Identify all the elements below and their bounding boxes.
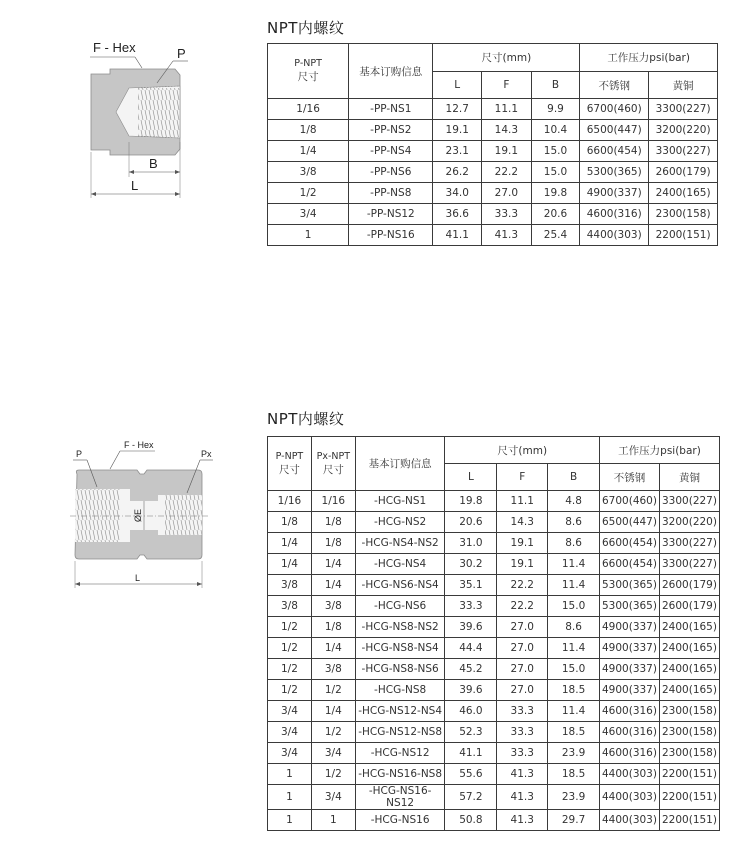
header-p-npt: P-NPT 尺寸 bbox=[268, 44, 349, 99]
header-px-npt: Px-NPT 尺寸 bbox=[311, 437, 355, 491]
cell-brass: 3300(227) bbox=[659, 554, 719, 575]
cell-brass: 2600(179) bbox=[649, 162, 718, 183]
cell-F: 27.0 bbox=[482, 183, 532, 204]
cell-F: 14.3 bbox=[482, 120, 532, 141]
cell-brass: 2200(151) bbox=[659, 810, 719, 831]
cell-L: 46.0 bbox=[445, 701, 497, 722]
table-row bbox=[268, 120, 718, 141]
cell-order: -HCG-NS8-NS6 bbox=[355, 659, 445, 680]
cell-order: -HCG-NS8-NS4 bbox=[355, 638, 445, 659]
cell-p: 3/4 bbox=[268, 204, 349, 225]
cell-F: 33.3 bbox=[497, 701, 548, 722]
cell-B: 11.4 bbox=[548, 554, 600, 575]
cell-brass: 2300(158) bbox=[659, 722, 719, 743]
cell-B: 8.6 bbox=[548, 512, 600, 533]
section-title-reducing-coupling: NPT内螺纹 bbox=[267, 410, 345, 428]
cell-order: -HCG-NS12 bbox=[355, 743, 445, 764]
table-row bbox=[268, 491, 720, 512]
cell-L: 30.2 bbox=[445, 554, 497, 575]
cell-order: -HCG-NS16 bbox=[355, 810, 445, 831]
cell-F: 33.3 bbox=[497, 722, 548, 743]
cell-B: 18.5 bbox=[548, 764, 600, 785]
cell-F: 41.3 bbox=[482, 225, 532, 246]
cell-order: -HCG-NS16-NS8 bbox=[355, 764, 445, 785]
cell-order: -PP-NS1 bbox=[349, 99, 433, 120]
cell-order: -PP-NS6 bbox=[349, 162, 433, 183]
table-row bbox=[268, 225, 718, 246]
header-f: F bbox=[482, 72, 532, 99]
table-row bbox=[268, 810, 720, 831]
cell-L: 50.8 bbox=[445, 810, 497, 831]
cell-order: -PP-NS12 bbox=[349, 204, 433, 225]
cell-B: 15.0 bbox=[531, 162, 580, 183]
label-l: L bbox=[131, 178, 139, 193]
cell-F: 27.0 bbox=[497, 617, 548, 638]
cell-B: 10.4 bbox=[531, 120, 580, 141]
cell-F: 14.3 bbox=[497, 512, 548, 533]
cell-order: -HCG-NS12-NS8 bbox=[355, 722, 445, 743]
cell-p: 1/4 bbox=[268, 141, 349, 162]
label-f-hex: F - Hex bbox=[124, 440, 154, 450]
cell-order: -HCG-NS16-NS12 bbox=[355, 785, 445, 810]
cell-ss: 5300(365) bbox=[580, 162, 649, 183]
cell-F: 41.3 bbox=[497, 810, 548, 831]
label-px: Px bbox=[201, 449, 212, 459]
cell-brass: 2300(158) bbox=[659, 743, 719, 764]
cell-ss: 6600(454) bbox=[600, 554, 660, 575]
cell-ss: 4600(316) bbox=[580, 204, 649, 225]
cell-px: 3/8 bbox=[311, 659, 355, 680]
cell-p: 1/2 bbox=[268, 183, 349, 204]
cell-brass: 3300(227) bbox=[649, 141, 718, 162]
cell-F: 11.1 bbox=[497, 491, 548, 512]
cell-brass: 2400(165) bbox=[659, 638, 719, 659]
cell-px: 1/4 bbox=[311, 638, 355, 659]
cell-F: 22.2 bbox=[497, 575, 548, 596]
cell-F: 11.1 bbox=[482, 99, 532, 120]
cell-B: 18.5 bbox=[548, 722, 600, 743]
cell-L: 39.6 bbox=[445, 680, 497, 701]
cell-order: -HCG-NS4-NS2 bbox=[355, 533, 445, 554]
cell-L: 19.8 bbox=[445, 491, 497, 512]
cell-p: 1 bbox=[268, 225, 349, 246]
cell-L: 33.3 bbox=[445, 596, 497, 617]
cell-px: 1/8 bbox=[311, 512, 355, 533]
cell-p: 1 bbox=[268, 785, 312, 810]
reducing-coupling-spec-table bbox=[267, 436, 720, 831]
cell-B: 18.5 bbox=[548, 680, 600, 701]
cell-F: 27.0 bbox=[497, 680, 548, 701]
cell-brass: 2200(151) bbox=[649, 225, 718, 246]
header-l: L bbox=[433, 72, 482, 99]
table-row bbox=[268, 617, 720, 638]
cell-B: 11.4 bbox=[548, 575, 600, 596]
cell-L: 55.6 bbox=[445, 764, 497, 785]
cell-L: 41.1 bbox=[433, 225, 482, 246]
label-b: B bbox=[149, 156, 158, 171]
label-l: L bbox=[135, 573, 141, 583]
cell-brass: 3300(227) bbox=[659, 491, 719, 512]
cell-brass: 2400(165) bbox=[649, 183, 718, 204]
cell-px: 1 bbox=[311, 810, 355, 831]
cell-B: 19.8 bbox=[531, 183, 580, 204]
cell-order: -HCG-NS8-NS2 bbox=[355, 617, 445, 638]
cell-B: 8.6 bbox=[548, 533, 600, 554]
section-title-pipe-plug: NPT内螺纹 bbox=[267, 19, 345, 37]
cell-px: 3/4 bbox=[311, 743, 355, 764]
cell-p: 1 bbox=[268, 764, 312, 785]
cell-ss: 6500(447) bbox=[580, 120, 649, 141]
cell-brass: 2600(179) bbox=[659, 596, 719, 617]
cell-L: 36.6 bbox=[433, 204, 482, 225]
cell-F: 22.2 bbox=[482, 162, 532, 183]
header-order-info: 基本订购信息 bbox=[349, 44, 433, 99]
cell-px: 1/4 bbox=[311, 701, 355, 722]
cell-F: 19.1 bbox=[497, 554, 548, 575]
table-row bbox=[268, 659, 720, 680]
cell-B: 11.4 bbox=[548, 638, 600, 659]
header-stainless: 不锈钢 bbox=[600, 464, 660, 491]
cell-brass: 2400(165) bbox=[659, 617, 719, 638]
cell-ss: 4900(337) bbox=[600, 638, 660, 659]
cell-p: 3/4 bbox=[268, 722, 312, 743]
cell-px: 1/8 bbox=[311, 533, 355, 554]
coupling-diagram bbox=[60, 430, 230, 600]
table-row bbox=[268, 204, 718, 225]
header-b: B bbox=[531, 72, 580, 99]
cell-p: 1/16 bbox=[268, 491, 312, 512]
cell-L: 34.0 bbox=[433, 183, 482, 204]
cell-p: 1 bbox=[268, 810, 312, 831]
cell-p: 3/4 bbox=[268, 743, 312, 764]
cell-L: 23.1 bbox=[433, 141, 482, 162]
cell-ss: 4900(337) bbox=[580, 183, 649, 204]
cell-F: 19.1 bbox=[482, 141, 532, 162]
cell-ss: 4600(316) bbox=[600, 743, 660, 764]
cell-px: 1/16 bbox=[311, 491, 355, 512]
cell-B: 23.9 bbox=[548, 785, 600, 810]
cell-brass: 2400(165) bbox=[659, 680, 719, 701]
cell-order: -HCG-NS1 bbox=[355, 491, 445, 512]
cell-order: -HCG-NS8 bbox=[355, 680, 445, 701]
header-b: B bbox=[548, 464, 600, 491]
cell-B: 29.7 bbox=[548, 810, 600, 831]
cell-L: 44.4 bbox=[445, 638, 497, 659]
cell-order: -PP-NS2 bbox=[349, 120, 433, 141]
cell-ss: 5300(365) bbox=[600, 575, 660, 596]
header-brass: 黄铜 bbox=[649, 72, 718, 99]
cell-ss: 4400(303) bbox=[600, 810, 660, 831]
cell-brass: 2600(179) bbox=[659, 575, 719, 596]
cell-brass: 3300(227) bbox=[649, 99, 718, 120]
cell-L: 57.2 bbox=[445, 785, 497, 810]
table-row bbox=[268, 764, 720, 785]
header-l: L bbox=[445, 464, 497, 491]
cell-ss: 4400(303) bbox=[600, 785, 660, 810]
cell-px: 3/8 bbox=[311, 596, 355, 617]
cell-px: 1/8 bbox=[311, 617, 355, 638]
cell-F: 41.3 bbox=[497, 785, 548, 810]
table-row bbox=[268, 162, 718, 183]
cell-F: 33.3 bbox=[497, 743, 548, 764]
cell-px: 1/2 bbox=[311, 680, 355, 701]
cell-brass: 2300(158) bbox=[659, 701, 719, 722]
cell-px: 1/2 bbox=[311, 764, 355, 785]
cell-L: 52.3 bbox=[445, 722, 497, 743]
header-p-npt: P-NPT 尺寸 bbox=[268, 437, 312, 491]
table-row bbox=[268, 141, 718, 162]
cell-L: 20.6 bbox=[445, 512, 497, 533]
table-row bbox=[268, 743, 720, 764]
cell-px: 1/2 bbox=[311, 722, 355, 743]
cell-ss: 6500(447) bbox=[600, 512, 660, 533]
cell-ss: 6700(460) bbox=[580, 99, 649, 120]
header-f: F bbox=[497, 464, 548, 491]
table-row bbox=[268, 533, 720, 554]
cell-ss: 6600(454) bbox=[600, 533, 660, 554]
cell-ss: 5300(365) bbox=[600, 596, 660, 617]
cell-L: 39.6 bbox=[445, 617, 497, 638]
label-p: P bbox=[76, 449, 83, 459]
cell-p: 1/2 bbox=[268, 617, 312, 638]
cell-B: 9.9 bbox=[531, 99, 580, 120]
cell-p: 1/2 bbox=[268, 680, 312, 701]
cell-ss: 4900(337) bbox=[600, 659, 660, 680]
cell-B: 15.0 bbox=[548, 659, 600, 680]
cell-B: 4.8 bbox=[548, 491, 600, 512]
cell-B: 20.6 bbox=[531, 204, 580, 225]
cell-ss: 4400(303) bbox=[600, 764, 660, 785]
cell-px: 1/4 bbox=[311, 554, 355, 575]
cell-order: -PP-NS4 bbox=[349, 141, 433, 162]
cell-order: -HCG-NS6 bbox=[355, 596, 445, 617]
cell-p: 1/8 bbox=[268, 512, 312, 533]
cell-L: 45.2 bbox=[445, 659, 497, 680]
header-dimensions: 尺寸(mm) bbox=[433, 44, 580, 72]
header-dimensions: 尺寸(mm) bbox=[445, 437, 600, 464]
cell-L: 31.0 bbox=[445, 533, 497, 554]
cell-order: -PP-NS16 bbox=[349, 225, 433, 246]
table-row bbox=[268, 183, 718, 204]
cell-brass: 2400(165) bbox=[659, 659, 719, 680]
cell-order: -HCG-NS12-NS4 bbox=[355, 701, 445, 722]
cell-ss: 4600(316) bbox=[600, 722, 660, 743]
cell-px: 1/4 bbox=[311, 575, 355, 596]
cell-F: 22.2 bbox=[497, 596, 548, 617]
table-row bbox=[268, 512, 720, 533]
cell-ss: 4900(337) bbox=[600, 617, 660, 638]
cell-p: 1/4 bbox=[268, 554, 312, 575]
cell-L: 12.7 bbox=[433, 99, 482, 120]
cell-F: 41.3 bbox=[497, 764, 548, 785]
cell-L: 26.2 bbox=[433, 162, 482, 183]
cell-order: -PP-NS8 bbox=[349, 183, 433, 204]
cell-p: 3/8 bbox=[268, 575, 312, 596]
header-order-info: 基本订购信息 bbox=[355, 437, 445, 491]
cell-ss: 4400(303) bbox=[580, 225, 649, 246]
pipe-plug-spec-table bbox=[267, 43, 718, 246]
cell-ss: 6600(454) bbox=[580, 141, 649, 162]
cell-B: 11.4 bbox=[548, 701, 600, 722]
label-p: P bbox=[177, 46, 186, 61]
cell-p: 1/16 bbox=[268, 99, 349, 120]
cell-L: 41.1 bbox=[445, 743, 497, 764]
cell-p: 1/2 bbox=[268, 659, 312, 680]
header-pressure: 工作压力psi(bar) bbox=[580, 44, 718, 72]
cell-B: 25.4 bbox=[531, 225, 580, 246]
cell-brass: 2300(158) bbox=[649, 204, 718, 225]
cell-p: 3/8 bbox=[268, 596, 312, 617]
table-row bbox=[268, 99, 718, 120]
table-row bbox=[268, 596, 720, 617]
cell-ss: 4900(337) bbox=[600, 680, 660, 701]
cell-B: 8.6 bbox=[548, 617, 600, 638]
cell-L: 19.1 bbox=[433, 120, 482, 141]
cell-F: 27.0 bbox=[497, 638, 548, 659]
cell-F: 33.3 bbox=[482, 204, 532, 225]
cell-px: 3/4 bbox=[311, 785, 355, 810]
cell-B: 23.9 bbox=[548, 743, 600, 764]
cell-brass: 3200(220) bbox=[649, 120, 718, 141]
cell-p: 1/4 bbox=[268, 533, 312, 554]
pipe-cap-diagram bbox=[60, 30, 220, 210]
cell-p: 3/4 bbox=[268, 701, 312, 722]
table-row bbox=[268, 785, 720, 810]
cell-order: -HCG-NS4 bbox=[355, 554, 445, 575]
cell-ss: 6700(460) bbox=[600, 491, 660, 512]
cell-brass: 2200(151) bbox=[659, 764, 719, 785]
cell-B: 15.0 bbox=[531, 141, 580, 162]
cell-p: 3/8 bbox=[268, 162, 349, 183]
header-stainless: 不锈钢 bbox=[580, 72, 649, 99]
cell-brass: 3300(227) bbox=[659, 533, 719, 554]
cell-L: 35.1 bbox=[445, 575, 497, 596]
cell-ss: 4600(316) bbox=[600, 701, 660, 722]
table-row bbox=[268, 680, 720, 701]
cell-brass: 3200(220) bbox=[659, 512, 719, 533]
cell-F: 19.1 bbox=[497, 533, 548, 554]
table-row bbox=[268, 638, 720, 659]
table-row bbox=[268, 701, 720, 722]
cell-p: 1/2 bbox=[268, 638, 312, 659]
header-pressure: 工作压力psi(bar) bbox=[600, 437, 720, 464]
cell-B: 15.0 bbox=[548, 596, 600, 617]
label-e: ØE bbox=[133, 508, 143, 522]
table-row bbox=[268, 722, 720, 743]
header-brass: 黄铜 bbox=[659, 464, 719, 491]
cell-F: 27.0 bbox=[497, 659, 548, 680]
cell-brass: 2200(151) bbox=[659, 785, 719, 810]
label-f-hex: F - Hex bbox=[93, 40, 136, 55]
cell-order: -HCG-NS2 bbox=[355, 512, 445, 533]
cell-p: 1/8 bbox=[268, 120, 349, 141]
table-row bbox=[268, 554, 720, 575]
table-row bbox=[268, 575, 720, 596]
cell-order: -HCG-NS6-NS4 bbox=[355, 575, 445, 596]
